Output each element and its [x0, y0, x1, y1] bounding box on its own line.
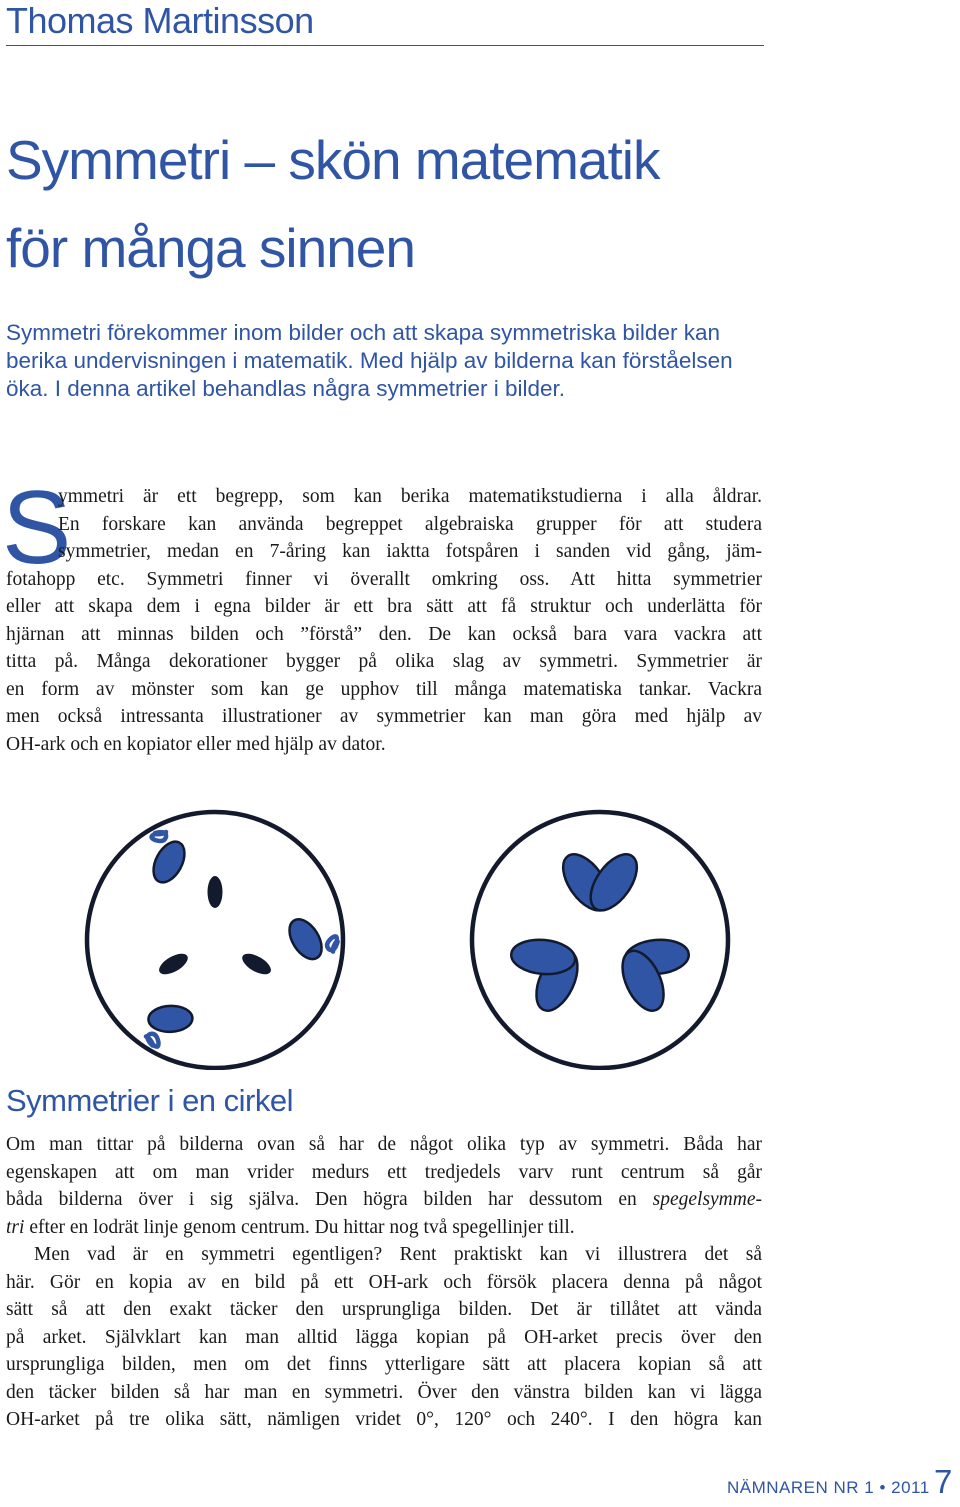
body-line: en form av mönster som kan ge upphov till många matematiska tankar. Vackra: [6, 678, 762, 700]
intro-paragraph: [6, 483, 762, 758]
body-line: OH-arket på tre olika sätt, nämligen vridet 0°, 120° och 240°. I den högra kan: [6, 1409, 762, 1430]
body-line: den täcker bilden så har man en symmetri. Över den vänstra bilden kan vi lägga: [6, 1381, 762, 1403]
article-title: [6, 116, 660, 292]
body-line-text: efter en lodrät linje genom centrum. Du hittar nog två spegellinjer till.: [24, 1216, 575, 1238]
body-line: ymmetri är ett begrepp, som kan berika matematikstudierna i alla åldrar.: [58, 486, 762, 507]
body-line: [6, 1214, 762, 1242]
lede-line: öka. I denna artikel behandlas några symmetrier i bilder.: [6, 376, 566, 401]
body-line: ursprungliga bilden, men om det finns ytterligare sätt att placera kopian så att: [6, 1354, 762, 1375]
rotation-symmetry-disc-icon: [87, 812, 343, 1068]
body-line: hjärnan att minnas bilden och ”förstå” den. De kan också bara vara vackra att: [6, 623, 762, 645]
section-paragraph-2: [6, 1241, 762, 1434]
header-rule: [6, 45, 764, 46]
body-line: här. Gör en kopia av en bild på ett OH-ark och försök placera denna på något: [6, 1271, 762, 1293]
mirror-symmetry-disc-icon: [472, 812, 728, 1068]
title-line-1: Symmetri – skön matematik: [6, 129, 660, 191]
body-line: En forskare kan använda begreppet algebraiska grupper för att studera: [58, 513, 762, 535]
body-line: Om man tittar på bilderna ovan så har de något olika typ av symmetri. Båda har: [6, 1134, 762, 1155]
title-line-2: för många sinnen: [6, 217, 415, 279]
symmetry-figures: [0, 800, 960, 1070]
body-line: egenskapen att om man vrider medurs ett tredjedels varv runt centrum så går: [6, 1161, 762, 1183]
lede-line: berika undervisningen i matematik. Med hjälp av bilderna kan förståelsen: [6, 348, 733, 373]
section-paragraph-1: [6, 1131, 762, 1241]
journal-footer: NÄMNAREN NR 1 • 2011: [727, 1478, 930, 1497]
body-line: [6, 1186, 762, 1214]
author-name: Thomas Martinsson: [6, 0, 314, 41]
body-line-text: båda bilderna över i sig själva. Den högra bilden har dessutom en: [6, 1189, 653, 1210]
page-number: 7: [934, 1463, 953, 1500]
body-line: sätt så att den exakt täcker den ursprungliga bilden. Det är tillåtet att vända: [6, 1299, 762, 1320]
body-line: eller att skapa dem i egna bilder är ett bra sätt att få struktur och underlätta för: [6, 596, 762, 617]
body-line: fotahopp etc. Symmetri finner vi överallt omkring oss. Att hitta symmetrier: [6, 568, 762, 590]
lede: [6, 319, 766, 403]
emphasis: tri: [6, 1216, 25, 1238]
lede-line: Symmetri förekommer inom bilder och att skapa symmetriska bilder kan: [6, 320, 720, 345]
section-heading: Symmetrier i en cirkel: [6, 1083, 293, 1118]
body-line: Men vad är en symmetri egentligen? Rent praktiskt kan vi illustrera det så: [34, 1244, 762, 1265]
body-line: titta på. Många dekorationer bygger på olika slag av symmetri. Symmetrier är: [6, 651, 762, 672]
emphasis: spegelsymme-: [652, 1189, 762, 1210]
body-line: symmetrier, medan en 7-åring kan iaktta fotspåren i sanden vid gång, jäm-: [58, 541, 762, 562]
body-line: på arket. Självklart kan man alltid lägga kopian på OH-arket precis över den: [6, 1326, 762, 1348]
body-line: men också intressanta illustrationer av symmetrier kan man göra med hjälp av: [6, 706, 762, 727]
body-line: OH-ark och en kopiator eller med hjälp av dator.: [6, 733, 386, 755]
drop-cap: S: [2, 470, 72, 586]
